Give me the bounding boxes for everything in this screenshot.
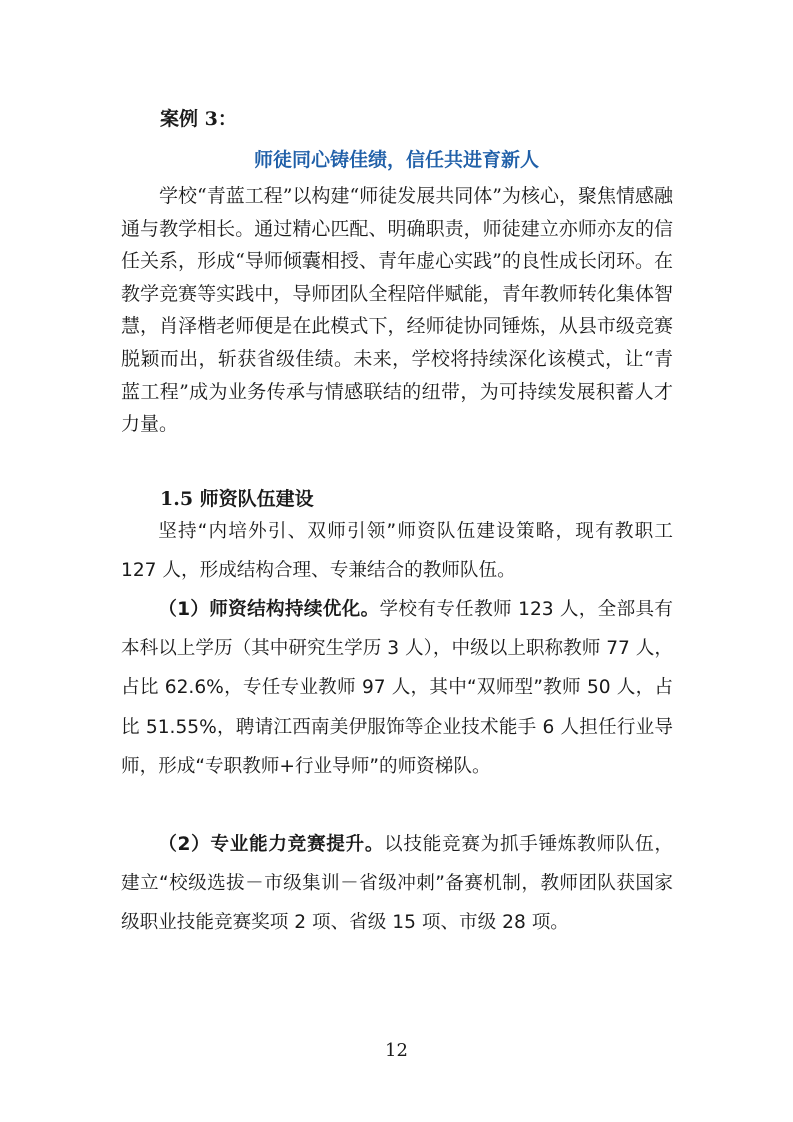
structure-text: 学校有专任教师 123 人，全部具有本科以上学历（其中研究生学历 3 人），中级以上职称教师 77 人，占比 62.6%，专任专业教师 97 人，其中“双师型”教师 50 人，占比 51.55%，聘请江西南美伊服饰等企业技术能手 6 人担任行业导师，形成“专职教师+行业导师”的师资梯队。	[121, 599, 673, 777]
section-intro-paragraph: 坚持“内培外引、双师引领”师资队伍建设策略，现有教职工 127 人，形成结构合理、专兼结合的教师队伍。	[121, 521, 673, 582]
competition-lead: （2）专业能力竞赛提升。	[158, 834, 385, 855]
case-title: 师徒同心铸佳绩，信任共进育新人	[253, 149, 539, 171]
structure-paragraph	[121, 590, 673, 786]
section-heading: 1.5 师资队伍建设	[160, 488, 314, 510]
case-label: 案例 3：	[160, 108, 237, 130]
structure-lead: （1）师资结构持续优化。	[158, 599, 380, 620]
case-body-paragraph: 学校“青蓝工程”以构建“师徒发展共同体”为核心，聚焦情感融通与教学相长。通过精心匹配、明确职责，师徒建立亦师亦友的信任关系，形成“导师倾囊相授、青年虚心实践”的良性成长闭环。在教学竞赛等实践中，导师团队全程陪伴赋能，青年教师转化集体智慧，肖泽楷老师便是在此模式下，经师徒协同锤炼，从县市级竞赛脱颖而出，斩获省级佳绩。未来，学校将持续深化该模式，让“青蓝工程”成为业务传承与情感联结的纽带，为可持续发展积蓄人才力量。	[121, 185, 673, 436]
page-number: 12	[385, 1040, 408, 1061]
competition-text: 以技能竞赛为抓手锤炼教师队伍，建立“校级选拔－市级集训－省级冲刺”备赛机制，教师团队获国家级职业技能竞赛奖项 2 项、省级 15 项、市级 28 项。	[121, 834, 673, 934]
competition-paragraph	[121, 825, 673, 943]
